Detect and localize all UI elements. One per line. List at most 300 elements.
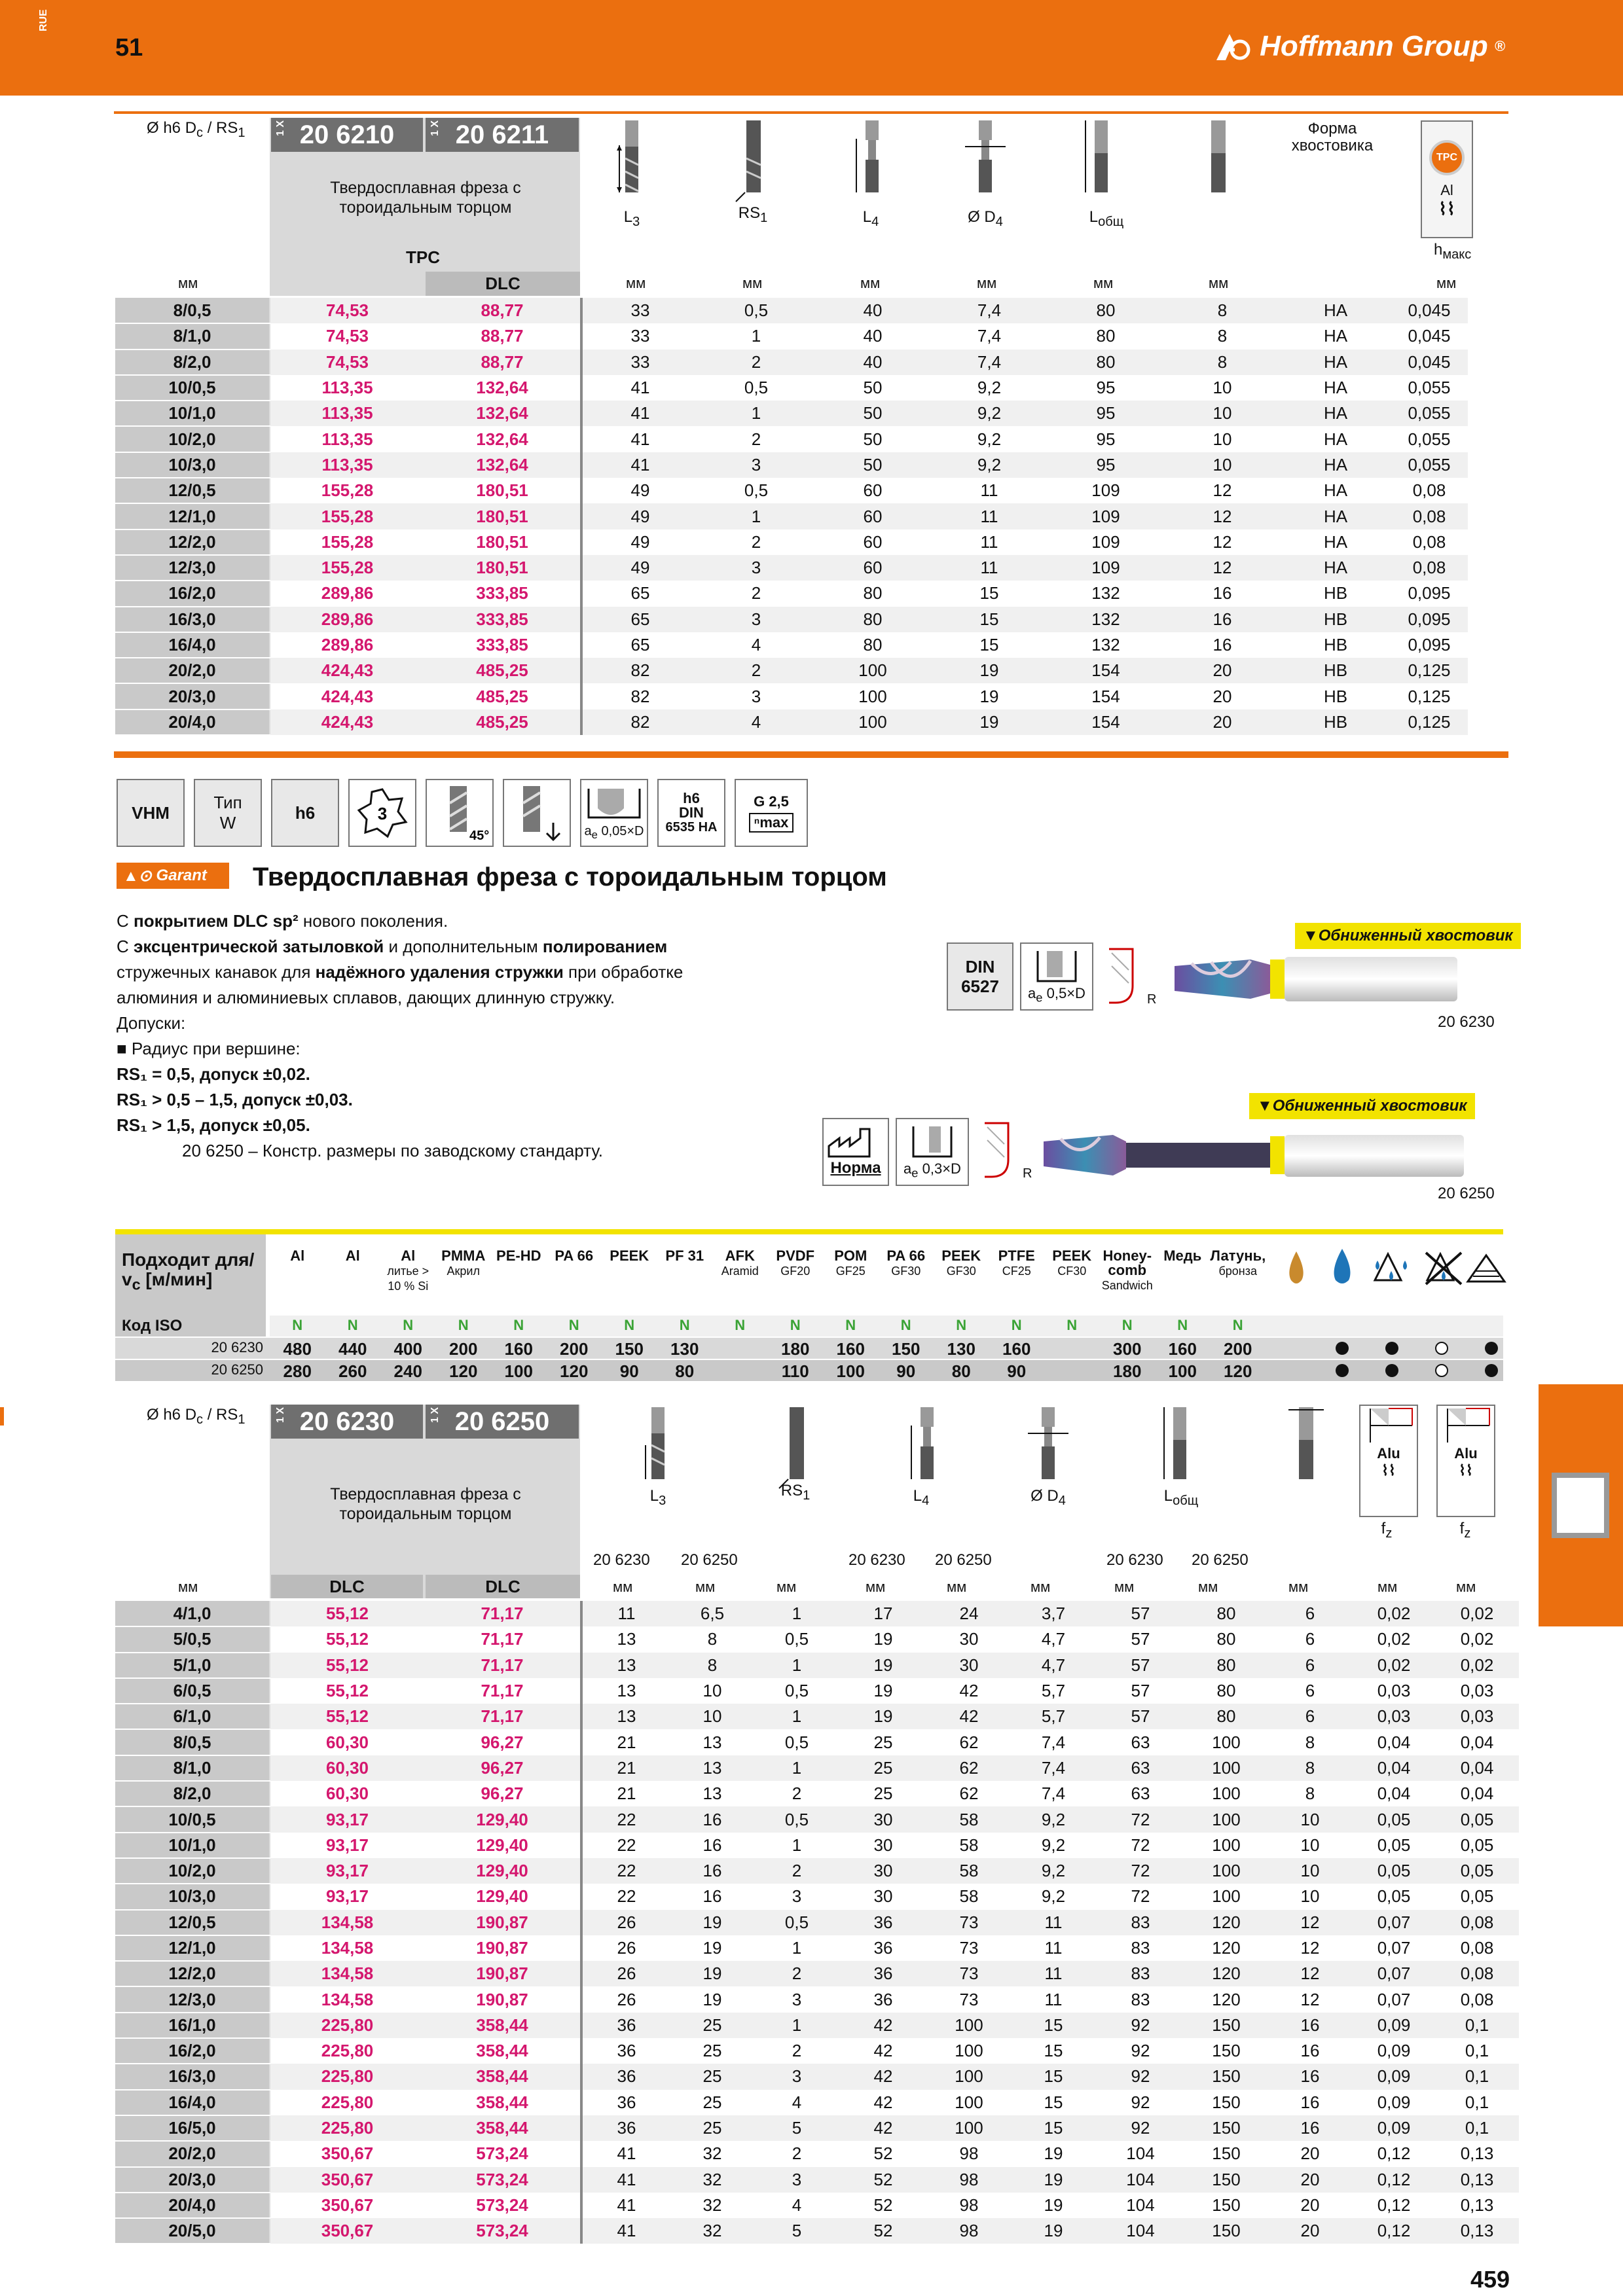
l-total-cell: 132 [1048,607,1164,632]
l-total-cell: 154 [1048,683,1164,709]
l3-206230: 26 [581,1961,670,1986]
table-row [115,1858,1519,1884]
vc-value: 80 [675,1361,695,1381]
hmax-cell: 0,095 [1391,632,1468,658]
shank-d-cell: 16 [1267,2115,1353,2141]
price-206230: 55,12 [270,1678,424,1704]
hmax-cell: 0,055 [1391,452,1468,478]
rs1-cell: 2 [754,1781,839,1806]
l3-206230: 41 [581,2141,670,2166]
table-row [115,2064,1519,2089]
table-row [115,1729,1519,1755]
hmax-cell: 0,045 [1391,298,1468,323]
l3-206250: 25 [670,2013,754,2038]
l4-206250: 58 [927,1806,1011,1832]
d4-cell: 4,7 [1011,1626,1096,1652]
d4-cell: 5,7 [1011,1678,1096,1704]
l-total-206230: 72 [1096,1833,1185,1858]
material-5: PA 66 [555,1247,594,1264]
l4-206230: 17 [839,1601,927,1626]
shank-d-cell: 8 [1267,1729,1353,1755]
vc-value: 120 [449,1361,478,1381]
l-total-206230: 72 [1096,1806,1185,1832]
l-total-206250: 150 [1185,2064,1267,2089]
l3-206230: 21 [581,1729,670,1755]
unit-mm: мм [776,1579,797,1595]
price-206230: 134,58 [270,1986,424,2012]
l4-cell: 50 [814,375,931,401]
table-row [115,375,1468,401]
art-label-206230: 20 6230 [1438,1013,1495,1031]
l3-206230: 26 [581,1935,670,1961]
fz-206230: 0,05 [1353,1858,1435,1884]
l4-cell: 60 [814,503,931,529]
shank-d-cell: 8 [1267,1755,1353,1781]
price-dlc: 485,25 [424,658,581,683]
fz-206250: 0,1 [1435,2115,1519,2141]
fz-206230: 0,12 [1353,2193,1435,2218]
table1-desc: Твердосплавная фреза с тороидальным торцом [330,179,521,217]
l3-206250: 32 [670,2193,754,2218]
price-tpc: 113,35 [270,452,424,478]
fz-206250: 0,13 [1435,2193,1519,2218]
coolant-dot-recommended [1385,1342,1398,1355]
l3-206230: 26 [581,1986,670,2012]
l-total-206250: 120 [1185,1910,1267,1935]
coolant-dot-conditional [1435,1342,1448,1355]
ae-03-icon: $a_e$ 0,3×D [896,1118,969,1186]
iso-code: N [900,1317,911,1333]
art-label-206250: 20 6250 [1438,1185,1495,1202]
diameter-d4-icon [962,119,1008,204]
table-row [115,1935,1519,1961]
size-cell: 16/5,0 [115,2115,270,2141]
l3-cell: 49 [581,503,698,529]
l3-206230: 13 [581,1653,670,1678]
hmax-cell: 0,055 [1391,375,1468,401]
region-code: RUE [38,9,49,31]
vc-value: 130 [670,1339,699,1359]
l4-206230: 30 [839,1806,927,1832]
length-l4-icon [851,119,890,204]
l4-cell: 60 [814,555,931,581]
ae-05-icon: $a_e$ 0,5×D [1020,942,1093,1011]
price-206230: 350,67 [270,2141,424,2166]
d4-cell: 11 [1011,1935,1096,1961]
diameter-d4-icon-2 [1025,1406,1071,1491]
l3-206230: 13 [581,1626,670,1652]
l4-206230: 52 [839,2167,927,2193]
d4-cell: 9,2 [931,401,1048,426]
vc-value: 240 [393,1361,422,1381]
l3-cell: 41 [581,426,698,452]
price-206250: 71,17 [424,1704,581,1729]
l3-206230: 36 [581,2090,670,2115]
l-total-206250: 100 [1185,1833,1267,1858]
iso-code: N [1067,1317,1078,1333]
l-total-206250: 100 [1185,1884,1267,1909]
l3-206230: 36 [581,2013,670,2038]
shank-d-cell: 8 [1164,323,1281,349]
price-tpc: 113,35 [270,375,424,401]
fz-206230: 0,05 [1353,1806,1435,1832]
l-total-206230: 92 [1096,2013,1185,2038]
material-2: Al литье > 10 % Si [387,1247,429,1293]
iso-code: N [679,1317,690,1333]
shank-d-cell: 6 [1267,1601,1353,1626]
fz-206250: 0,05 [1435,1806,1519,1832]
rs1-cell: 2 [698,581,814,606]
size-cell: 16/3,0 [115,2064,270,2089]
brand-name: Hoffmann Group [1260,30,1488,62]
fz-206230: 0,07 [1353,1961,1435,1986]
l3-206250: 8 [670,1626,754,1652]
d4-cell: 4,7 [1011,1653,1096,1678]
size-cell: 20/4,0 [115,2193,270,2218]
iso-code: N [790,1317,801,1333]
d4-cell: 7,4 [1011,1755,1096,1781]
d4-cell: 11 [931,503,1048,529]
price-206230: 60,30 [270,1781,424,1806]
d4-cell: 11 [931,478,1048,503]
shank-d-cell: 12 [1267,1910,1353,1935]
l-total-cell: 109 [1048,529,1164,555]
l4-206250: 24 [927,1601,1011,1626]
size-cell: 10/3,0 [115,452,270,478]
vc-value: 90 [1007,1361,1027,1381]
l4-206230: 19 [839,1653,927,1678]
price-tpc: 424,43 [270,683,424,709]
l-total-206230: 63 [1096,1781,1185,1806]
material-0: Al [290,1247,305,1264]
emulsion-drop-icon [1328,1246,1357,1288]
d4-cell: 7,4 [931,350,1048,375]
size-cell: 20/2,0 [115,2141,270,2166]
d4-cell: 9,2 [931,452,1048,478]
fz-206250: 0,08 [1435,1935,1519,1961]
rs1-cell: 0,5 [698,478,814,503]
l3-206250: 25 [670,2115,754,2141]
price-206250: 129,40 [424,1884,581,1909]
l4-cell: 100 [814,658,931,683]
svg-text:45°: 45° [469,829,489,842]
material-17: Латунь, бронза [1210,1247,1266,1278]
unit-mm: мм [1030,1579,1051,1595]
l4-206250: 42 [927,1678,1011,1704]
d4-cell: 19 [1011,2167,1096,2193]
radius-rs1-icon [733,119,773,204]
l3-206230: 26 [581,1910,670,1935]
shank-d-cell: 12 [1164,555,1281,581]
dry-oil-drop-icon [1283,1249,1309,1288]
shank-d-cell: 8 [1164,298,1281,323]
shank-d-cell: 20 [1267,2218,1353,2244]
unit-mm: мм [695,1579,716,1595]
price-206230: 93,17 [270,1833,424,1858]
price-206250: 71,17 [424,1678,581,1704]
balance-g25-icon: G 2,5 ⁿmax [735,779,808,847]
article-206210: 1 X 20 6210 [271,118,423,152]
d4-cell: 3,7 [1011,1601,1096,1626]
d4-cell: 7,4 [1011,1781,1096,1806]
price-206250: 129,40 [424,1806,581,1832]
chip-icon: ⌇⌇ [1459,1462,1473,1479]
tool-image-206250 [1041,1122,1467,1187]
price-dlc: 180,51 [424,529,581,555]
d4-cell: 15 [931,607,1048,632]
d4-cell: 19 [931,709,1048,735]
shank-d-cell: 10 [1267,1884,1353,1909]
shank-form-cell: HA [1281,401,1391,426]
l4-cell: 60 [814,529,931,555]
rs1-cell: 0,5 [754,1678,839,1704]
vc-value: 260 [338,1361,367,1381]
l3-206230: 22 [581,1806,670,1832]
l4-206250: 73 [927,1986,1011,2012]
shank-form-cell: HA [1281,350,1391,375]
fz-206230: 0,09 [1353,2038,1435,2064]
fz-206250: 0,13 [1435,2167,1519,2193]
l-total-206250: 120 [1185,1961,1267,1986]
shank-d-cell: 20 [1267,2193,1353,2218]
svg-text:3: 3 [377,804,388,823]
price-206230: 55,12 [270,1601,424,1626]
l4-cell: 100 [814,683,931,709]
top-rule [114,111,1508,114]
shank-d-cell: 20 [1164,658,1281,683]
shank-form-cell: HB [1281,581,1391,606]
l-total-cell: 109 [1048,503,1164,529]
size-cell: 20/5,0 [115,2218,270,2244]
shank-d-cell: 6 [1267,1626,1353,1652]
shank-d-cell: 12 [1267,1986,1353,2012]
tolerance-h6: h6 [271,779,339,847]
l4-cell: 60 [814,478,931,503]
l-total-206250: 150 [1185,2218,1267,2244]
l3-cell: 65 [581,632,698,658]
iso-code: N [347,1317,358,1333]
l-total-206230: 104 [1096,2141,1185,2166]
corner-radius-icon [1106,946,1146,1009]
fz-206230: 0,09 [1353,2090,1435,2115]
l3-206250: 19 [670,1961,754,1986]
price-206250: 190,87 [424,1961,581,1986]
l4-206230: 25 [839,1729,927,1755]
length-total-icon-2 [1159,1406,1198,1491]
shank-form-cell: HA [1281,426,1391,452]
unit-mm: мм [613,1579,633,1595]
price-206230: 60,30 [270,1729,424,1755]
material-14: PEEK CF30 [1052,1247,1092,1278]
d4-cell: 11 [1011,1961,1096,1986]
l4-cell: 50 [814,401,931,426]
fz-206250: 0,05 [1435,1858,1519,1884]
shank-form-label: Форма хвостовика [1291,120,1374,154]
price-206230: 55,12 [270,1653,424,1678]
rs1-cell: 1 [754,1935,839,1961]
shank-d-cell: 20 [1164,683,1281,709]
fz-206250: 0,03 [1435,1678,1519,1704]
l4-206230: 25 [839,1781,927,1806]
price-206250: 358,44 [424,2038,581,2064]
vc-value: 300 [1113,1339,1142,1359]
table-row [115,503,1468,529]
price-206230: 225,80 [270,2013,424,2038]
shank-d-cell: 10 [1164,375,1281,401]
size-cell: 8/2,0 [115,1781,270,1806]
shank-form-cell: HB [1281,658,1391,683]
shank-d-cell: 16 [1267,2090,1353,2115]
fz-206250: 0,13 [1435,2141,1519,2166]
l-total-206230: 92 [1096,2115,1185,2141]
fz-206230: 0,02 [1353,1626,1435,1652]
price-206230: 134,58 [270,1935,424,1961]
material-10: POM GF25 [834,1247,867,1278]
price-206250: 71,17 [424,1653,581,1678]
shank-form-cell: HA [1281,323,1391,349]
l3-206230: 21 [581,1781,670,1806]
l3-206250: 19 [670,1910,754,1935]
table-row [115,1806,1519,1832]
l-total-206250: 80 [1185,1704,1267,1729]
chapter-tab-icon [1552,1473,1609,1538]
l-total-206230: 57 [1096,1601,1185,1626]
table-row [115,298,1468,323]
size-cell: 20/2,0 [115,658,270,683]
size-cell: 16/1,0 [115,2013,270,2038]
fz-206230: 0,04 [1353,1755,1435,1781]
fz-206250: 0,05 [1435,1884,1519,1909]
l3-206250: 25 [670,2064,754,2089]
tpc-badge-icon: TPC [1429,140,1465,175]
l4-206250: 30 [927,1626,1011,1652]
price-206250: 71,17 [424,1601,581,1626]
l4-cell: 100 [814,709,931,735]
size-cell: 8/0,5 [115,1729,270,1755]
table-row [115,555,1468,581]
d4-cell: 19 [1011,2218,1096,2244]
vc-value: 160 [1168,1339,1197,1359]
l3-206230: 11 [581,1601,670,1626]
price-206250: 573,24 [424,2141,581,2166]
l3-206230: 13 [581,1704,670,1729]
vc-title: Подходит для/ $v_c$ [м/мин] [122,1249,255,1293]
hmax-cell: 0,125 [1391,683,1468,709]
unit-mm: мм [1198,1579,1218,1595]
vc-value: 180 [1113,1361,1142,1381]
table-row [115,401,1468,426]
rs1-cell: 3 [754,2167,839,2193]
shank-d-cell: 10 [1267,1858,1353,1884]
l4-206250: 62 [927,1729,1011,1755]
price-dlc: 180,51 [424,503,581,529]
l-total-206230: 72 [1096,1884,1185,1909]
price-dlc: 333,85 [424,607,581,632]
l-total-cell: 95 [1048,401,1164,426]
rs1-cell: 2 [754,1858,839,1884]
shank-d-cell: 16 [1267,2013,1353,2038]
vc-value: 90 [619,1361,639,1381]
size-cell: 16/2,0 [115,2038,270,2064]
price-tpc: 155,28 [270,478,424,503]
hmax-cell: 0,095 [1391,607,1468,632]
hmax-cell: 0,055 [1391,426,1468,452]
price-206250: 71,17 [424,1626,581,1652]
d4-cell: 7,4 [1011,1729,1096,1755]
shank-d-cell: 12 [1164,478,1281,503]
l4-206230: 25 [839,1755,927,1781]
l4-206230: 52 [839,2218,927,2244]
vc-value: 160 [836,1339,865,1359]
length-l4-icon-2 [906,1406,945,1491]
iso-code: N [458,1317,469,1333]
l-total-206250: 80 [1185,1678,1267,1704]
shank-diameter-icon-2 [1286,1406,1325,1491]
rs1-cell: 3 [698,683,814,709]
material-7: PF 31 [665,1247,704,1264]
d4-cell: 7,4 [931,323,1048,349]
l3-cell: 82 [581,658,698,683]
material-3: PMMA Акрил [441,1247,486,1278]
shank-form-cell: HB [1281,632,1391,658]
fz-206230: 0,07 [1353,1910,1435,1935]
l4-206230: 36 [839,1986,927,2012]
l-total-cell: 80 [1048,298,1164,323]
table-row [115,478,1468,503]
l3-206250: 13 [670,1755,754,1781]
fz-206250: 0,08 [1435,1986,1519,2012]
d4-cell: 11 [931,529,1048,555]
norma-icon: Норма [822,1118,889,1186]
plunge-icon [503,779,571,847]
material-6: PEEK [610,1247,649,1264]
l-total-206230: 83 [1096,1961,1185,1986]
l3-cell: 82 [581,683,698,709]
price-206230: 350,67 [270,2193,424,2218]
coating-dlc-a: DLC [271,1575,423,1598]
l-total-206250: 100 [1185,1755,1267,1781]
price-206250: 358,44 [424,2064,581,2089]
l4-206230: 42 [839,2013,927,2038]
price-206230: 93,17 [270,1884,424,1909]
shank-d-cell: 10 [1164,452,1281,478]
hmax-cell: 0,08 [1391,503,1468,529]
d4-cell: 11 [1011,1986,1096,2012]
material-13: PTFE CF25 [998,1247,1035,1278]
rs1-cell: 1 [698,503,814,529]
l-total-206250: 80 [1185,1601,1267,1626]
vc-value: 150 [892,1339,921,1359]
d4-cell: 19 [1011,2141,1096,2166]
price-dlc: 485,25 [424,709,581,735]
table-row [115,1986,1519,2012]
vc-value: 480 [283,1339,312,1359]
fz-206250: 0,13 [1435,2218,1519,2244]
section-number: 51 [115,34,143,62]
price-206230: 134,58 [270,1961,424,1986]
fz-206230: 0,04 [1353,1781,1435,1806]
size-cell: 20/3,0 [115,2167,270,2193]
l3-206230: 21 [581,1755,670,1781]
shank-d-cell: 12 [1267,1935,1353,1961]
iso-code: N [292,1317,303,1333]
shank-d-cell: 16 [1267,2064,1353,2089]
triangle-icon: ▼ [1257,1097,1273,1115]
size-cell: 6/0,5 [115,1678,270,1704]
d4-cell: 19 [931,683,1048,709]
price-206230: 55,12 [270,1626,424,1652]
price-tpc: 289,86 [270,581,424,606]
